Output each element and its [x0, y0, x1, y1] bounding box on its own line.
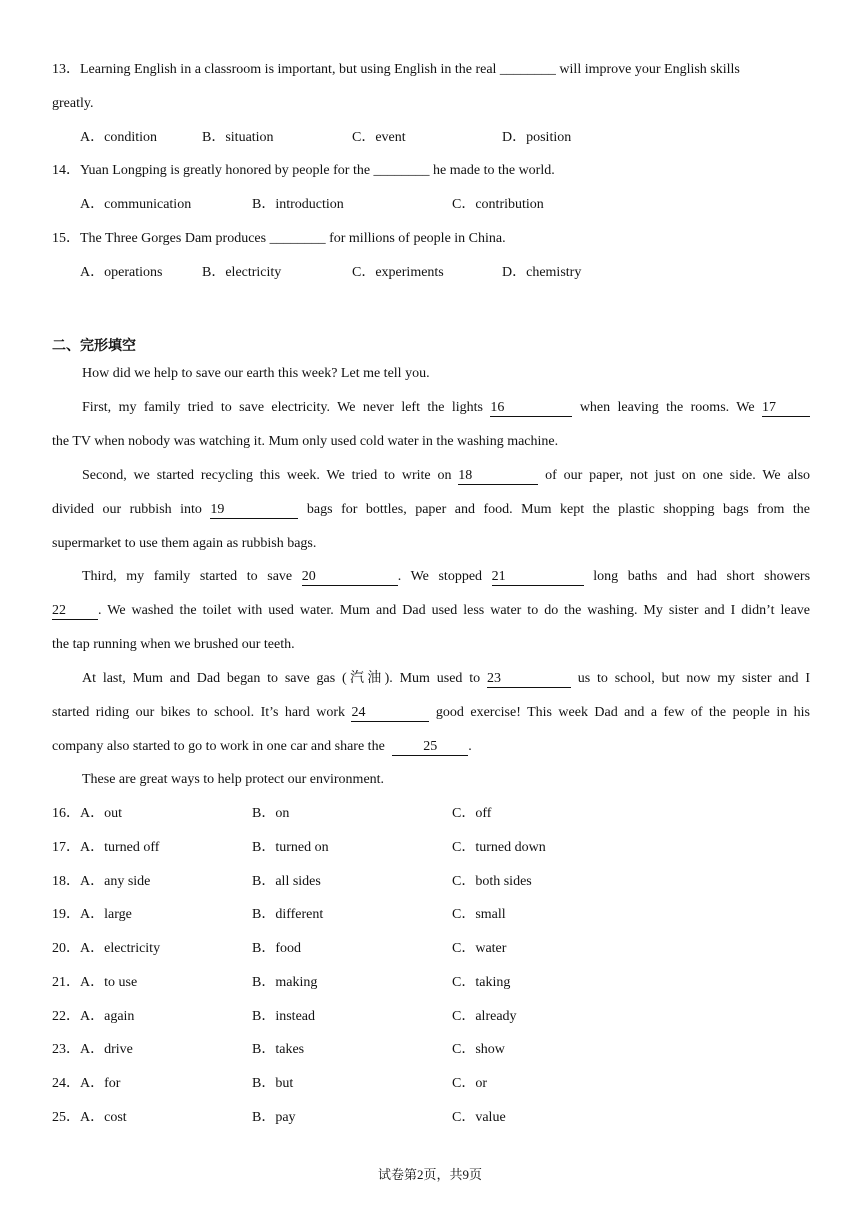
question-15-text: 15．The Three Gorges Dam produces ________ for millions of people in China. [52, 231, 506, 246]
choice-option-c[interactable]: C．small [452, 907, 506, 922]
blank-24[interactable]: 24 [351, 705, 429, 722]
question-13-text-cont: greatly. [52, 96, 94, 111]
q14-option-c[interactable]: C．contribution [452, 197, 544, 212]
q13-option-c[interactable]: C．event [352, 130, 406, 145]
choice-option-b[interactable]: B．making [252, 975, 318, 990]
q13-option-d[interactable]: D．position [502, 130, 572, 145]
section-title: 二、完形填空 [52, 338, 136, 354]
blank-18[interactable]: 18 [458, 468, 538, 485]
choice-number: 25． [52, 1110, 80, 1125]
q15-option-a[interactable]: A．operations [80, 265, 163, 280]
choice-option-a[interactable]: A．for [80, 1076, 121, 1091]
choice-number: 18． [52, 874, 80, 889]
choice-option-b[interactable]: B．turned on [252, 840, 329, 855]
choice-number: 23． [52, 1042, 80, 1057]
choice-option-c[interactable]: C．both sides [452, 874, 532, 889]
choice-option-b[interactable]: B．food [252, 941, 301, 956]
passage-line: the TV when nobody was watching it. Mum only used cold water in the washing machine. [52, 434, 559, 449]
choice-option-b[interactable]: B．all sides [252, 874, 321, 889]
q15-option-b[interactable]: B．electricity [202, 265, 282, 280]
blank-16[interactable]: 16 [490, 400, 572, 417]
choice-option-c[interactable]: C．value [452, 1110, 506, 1125]
choice-option-b[interactable]: B．different [252, 907, 324, 922]
choice-option-b[interactable]: B．pay [252, 1110, 296, 1125]
blank-23[interactable]: 23 [487, 671, 571, 688]
passage-paragraph-6: These are great ways to help protect our environment. [82, 772, 385, 787]
choice-number: 17． [52, 840, 80, 855]
choice-option-c[interactable]: C．or [452, 1076, 487, 1091]
choice-option-a[interactable]: A．to use [80, 975, 138, 990]
q15-option-d[interactable]: D．chemistry [502, 265, 582, 280]
choice-option-a[interactable]: A．turned off [80, 840, 160, 855]
q13-option-a[interactable]: A．condition [80, 130, 157, 145]
choice-option-c[interactable]: C．taking [452, 975, 511, 990]
q14-option-b[interactable]: B．introduction [252, 197, 344, 212]
passage-line: started riding our bikes to school. It’s hard work 24 good exercise! This week Dad and a few of the people in his [52, 705, 811, 720]
passage-paragraph-1: How did we help to save our earth this week? Let me tell you. [82, 366, 430, 381]
choice-option-a[interactable]: A．cost [80, 1110, 127, 1125]
choice-option-a[interactable]: A．drive [80, 1042, 133, 1057]
choice-option-c[interactable]: C．already [452, 1009, 517, 1024]
passage-line: 22 . We washed the toilet with used water. Mum and Dad used less water to do the washing. My sister and I didn’t leave [52, 603, 810, 618]
blank-22[interactable]: 22 [52, 603, 98, 620]
choice-option-a[interactable]: A．large [80, 907, 132, 922]
choice-option-a[interactable]: A．out [80, 806, 122, 821]
blank-17[interactable]: 17 [762, 400, 810, 417]
choice-option-b[interactable]: B．but [252, 1076, 294, 1091]
choice-option-c[interactable]: C．water [452, 941, 507, 956]
choice-number: 22． [52, 1009, 80, 1024]
blank-19[interactable]: 19 [210, 502, 298, 519]
choice-number: 21． [52, 975, 80, 990]
q14-option-a[interactable]: A．communication [80, 197, 192, 212]
choice-option-a[interactable]: A．again [80, 1009, 135, 1024]
passage-line: company also started to go to work in one car and share the 25 . [52, 739, 472, 754]
passage-line: the tap running when we brushed our teeth. [52, 637, 295, 652]
choice-option-c[interactable]: C．off [452, 806, 492, 821]
passage-line: supermarket to use them again as rubbish bags. [52, 536, 317, 551]
passage-line: Third, my family started to save 20 . We stopped 21 long baths and had short showers [82, 569, 811, 584]
blank-25[interactable]: 25 [392, 739, 468, 756]
passage-line: First, my family tried to save electricity. We never left the lights 16 when leaving the rooms. We 17 [82, 398, 810, 418]
blank-21[interactable]: 21 [492, 569, 584, 586]
choice-number: 16． [52, 806, 80, 821]
passage-line: Second, we started recycling this week. We tried to write on 18 of our paper, not just on one side. We also [82, 468, 811, 483]
choice-option-a[interactable]: A．electricity [80, 941, 161, 956]
choice-number: 20． [52, 941, 80, 956]
question-13-text: 13．Learning English in a classroom is important, but using English in the real ________ will improve your English skills [52, 62, 740, 77]
choice-option-c[interactable]: C．show [452, 1042, 505, 1057]
choice-option-a[interactable]: A．any side [80, 874, 151, 889]
q15-option-c[interactable]: C．experiments [352, 265, 444, 280]
choice-option-b[interactable]: B．instead [252, 1009, 315, 1024]
choice-option-b[interactable]: B．takes [252, 1042, 305, 1057]
choice-number: 24． [52, 1076, 80, 1091]
question-14-text: 14．Yuan Longping is greatly honored by people for the ________ he made to the world. [52, 163, 555, 178]
passage-line: divided our rubbish into 19 bags for bottles, paper and food. Mum kept the plastic shopping bags from the [52, 502, 811, 517]
blank-20[interactable]: 20 [302, 569, 398, 586]
choice-option-b[interactable]: B．on [252, 806, 290, 821]
choice-number: 19． [52, 907, 80, 922]
q13-option-b[interactable]: B．situation [202, 130, 274, 145]
choice-option-c[interactable]: C．turned down [452, 840, 546, 855]
passage-line: At last, Mum and Dad began to save gas (汽油). Mum used to 23 us to school, but now my sister and I [82, 671, 811, 686]
page-footer: 试卷第2页，共9页 [377, 1167, 482, 1182]
